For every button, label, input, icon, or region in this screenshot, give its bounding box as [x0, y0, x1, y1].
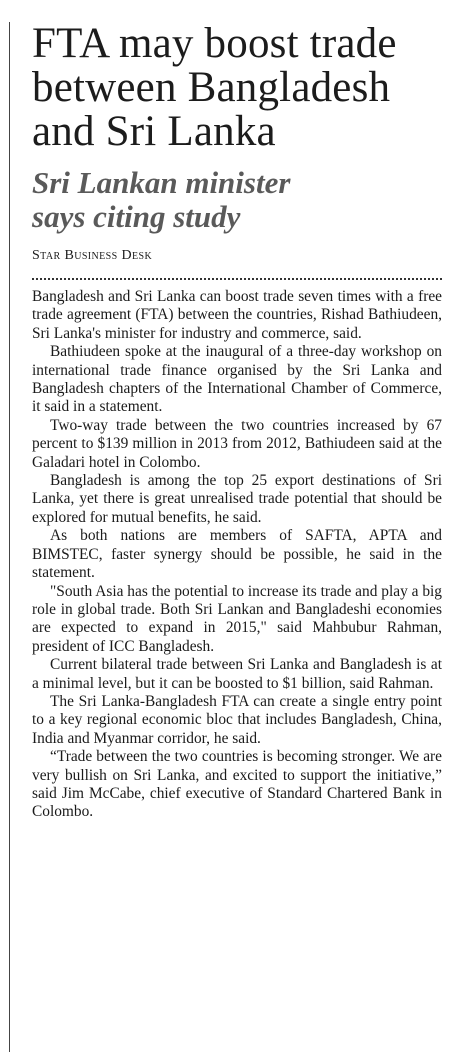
subheadline	[32, 166, 457, 234]
body-paragraph: “Trade between the two countries is becoming stronger. We are very bullish on Sri Lanka, and excited to support the initiative,” said Jim McCabe, chief executive of Standard Chartered Bank in Colombo.	[32, 748, 442, 821]
headline-line: between Bangladesh	[32, 64, 391, 111]
headline	[32, 22, 457, 154]
body-paragraph: Bangladesh is among the top 25 export destinations of Sri Lanka, yet there is great unrealised trade potential that should be explored for mutual benefits, he said.	[32, 472, 442, 526]
dotted-divider	[32, 278, 442, 280]
body-paragraph: Bangladesh and Sri Lanka can boost trade seven times with a free trade agreement (FTA) between the countries, Rishad Bathiudeen, Sri Lanka's minister for industry and commerce, said.	[32, 288, 442, 342]
body-paragraph: Two-way trade between the two countries increased by 67 percent to $139 million in 2013 from 2012, Bathiudeen said at the Galadari hotel in Colombo.	[32, 416, 442, 471]
body-paragraph: Current bilateral trade between Sri Lanka and Bangladesh is at a minimal level, but it can be boosted to $1 billion, said Rahman.	[32, 656, 442, 692]
headline-line: FTA may boost trade	[32, 20, 397, 67]
body-paragraph: "South Asia has the potential to increase its trade and play a big role in global trade. Both Sri Lankan and Bangladeshi economies are expected to expand in 2015," said Mahbubur Rahman, president of ICC Bangladesh.	[32, 582, 442, 655]
body-paragraph: As both nations are members of SAFTA, APTA and BIMSTEC, faster synergy should be possible, he said in the statement.	[32, 527, 442, 582]
column-rule	[9, 22, 10, 1052]
byline: Star Business Desk	[32, 248, 153, 263]
body-paragraph: Bathiudeen spoke at the inaugural of a three-day workshop on international trade finance organised by the Sri Lanka and Bangladesh chapters of the International Chamber of Commerce, it said in a statement.	[32, 343, 442, 416]
headline-line: and Sri Lanka	[32, 108, 276, 155]
body-paragraph: The Sri Lanka-Bangladesh FTA can create a single entry point to a key regional economic bloc that includes Bangladesh, China, India and Myanmar corridor, he said.	[32, 692, 442, 747]
article-body	[32, 288, 442, 822]
subheadline-line: says citing study	[32, 199, 241, 234]
subheadline-line: Sri Lankan minister	[32, 165, 291, 200]
